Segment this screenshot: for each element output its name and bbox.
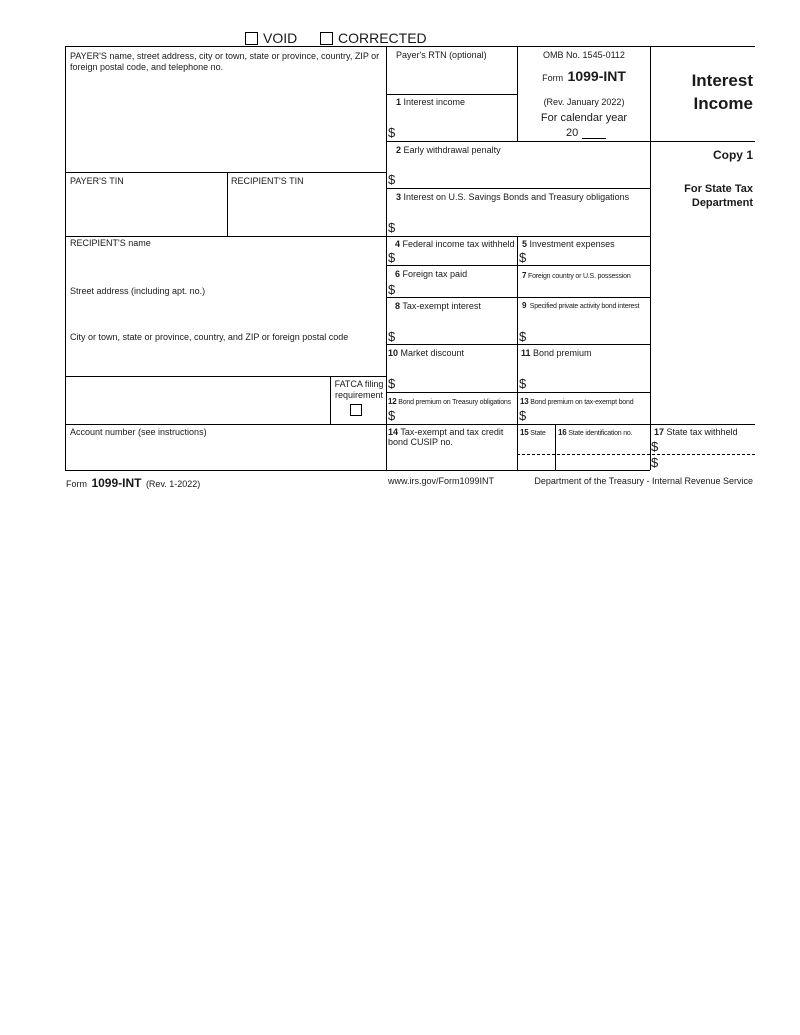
box12-label: 12 Bond premium on Treasury obligations [388,397,511,406]
corrected-label: CORRECTED [338,30,427,46]
street-address-field[interactable] [66,298,385,328]
box6-label: 6 Foreign tax paid [395,269,468,279]
footer-form-id: Form 1099-INT (Rev. 1-2022) [66,476,201,490]
box12-field[interactable] [398,407,516,423]
box17-label: 17 State tax withheld [654,427,738,437]
box15-field-2[interactable] [518,455,554,469]
box1-dollar: $ [388,125,396,140]
payer-rtn-field[interactable] [387,62,516,93]
box4-dollar: $ [388,250,396,265]
account-number-field[interactable] [66,439,385,469]
box10-dollar: $ [388,376,396,391]
payer-tin-label: PAYER'S TIN [70,176,124,186]
box5-label: 5 Investment expenses [522,239,615,249]
recipient-name-field[interactable] [66,250,385,282]
box5-dollar: $ [519,250,527,265]
box14-field[interactable] [387,448,516,469]
box10-field[interactable] [398,360,516,391]
box9-field[interactable] [529,322,649,343]
form-title-line2: Income [693,94,753,113]
box15-label: 15 State [520,428,546,437]
box9-dollar: $ [519,329,527,344]
box10-label: 10 Market discount [388,348,465,358]
fatca-label-line2: requirement [334,390,384,400]
box5-field[interactable] [529,250,649,264]
box3-dollar: $ [388,220,396,235]
recipient-name-label: RECIPIENT'S name [70,238,151,248]
street-address-label: Street address (including apt. no.) [70,286,206,296]
void-label: VOID [263,30,298,46]
box2-label: 2 Early withdrawal penalty [396,145,501,155]
form-id [518,68,650,86]
calendar-year-prefix: 20 [566,127,579,139]
box11-dollar: $ [519,376,527,391]
form-revision: (Rev. January 2022) [543,97,625,107]
box11-field[interactable] [529,360,649,391]
box7-label: 7 Foreign country or U.S. possession [522,271,631,280]
box3-field[interactable] [398,205,648,235]
omb-number: OMB No. 1545-0112 [543,50,625,60]
fatca-label-line1: FATCA filing [334,379,384,389]
box16-field-1[interactable] [556,438,649,453]
calendar-year-field[interactable] [582,138,606,139]
form-name: 1099-INT [567,68,626,84]
void-checkbox[interactable] [245,32,258,45]
box17-field-1[interactable] [661,438,754,453]
box6-field[interactable] [398,281,516,296]
box17-field-2[interactable] [661,455,754,469]
fatca-checkbox[interactable] [350,404,362,416]
box1-label: 1 Interest income [396,97,466,107]
account-number-label: Account number (see instructions) [70,427,207,437]
copy-line2: Department [691,197,753,209]
payer-name-field[interactable] [66,64,385,171]
footer-url: www.irs.gov/Form1099INT [388,476,495,486]
box6-dollar: $ [388,282,396,297]
copy-title: Copy 1 [712,148,753,162]
box13-field[interactable] [529,407,649,423]
recipient-tin-field[interactable] [228,188,385,235]
box16-field-2[interactable] [556,455,649,469]
box17-dollar-2: $ [651,455,659,470]
payer-name-label: PAYER'S name, street address, city or town, state or province, country, ZIP or foreign postal code, and telephone no. [70,51,380,72]
box4-field[interactable] [398,250,516,264]
box4-label: 4 Federal income tax withheld [395,239,515,249]
box13-dollar: $ [519,408,527,423]
city-state-field[interactable] [66,344,385,375]
payer-rtn-label: Payer's RTN (optional) [396,50,487,60]
box12-dollar: $ [388,408,396,423]
box17-dollar-1: $ [651,439,659,454]
box8-dollar: $ [388,329,396,344]
corrected-checkbox[interactable] [320,32,333,45]
box8-field[interactable] [398,314,516,343]
footer-dept: Department of the Treasury - Internal Revenue Service [534,476,753,486]
payer-tin-field[interactable] [66,188,226,235]
box3-label: 3 Interest on U.S. Savings Bonds and Treasury obligations [396,192,630,202]
calendar-year-label: For calendar year [540,112,628,124]
box2-dollar: $ [388,172,396,187]
copy-line1: For State Tax [684,183,753,195]
box11-label: 11 Bond premium [521,348,592,358]
box16-label: 16 State identification no. [558,428,633,437]
box9-label: 9 Specified private activity bond interest [522,301,640,310]
box15-field-1[interactable] [518,438,554,453]
recipient-tin-label: RECIPIENT'S TIN [231,176,304,186]
box13-label: 13 Bond premium on tax-exempt bond [520,397,634,406]
box7-field[interactable] [518,281,649,296]
form-title-line1: Interest [691,71,753,90]
box1-field[interactable] [398,110,516,140]
box2-field[interactable] [398,158,648,187]
city-state-label: City or town, state or province, country, and ZIP or foreign postal code [70,332,349,342]
box8-label: 8 Tax-exempt interest [395,301,481,311]
box14-label: 14 Tax-exempt and tax credit bond CUSIP no. [388,427,504,447]
form-prefix: Form [542,73,564,83]
